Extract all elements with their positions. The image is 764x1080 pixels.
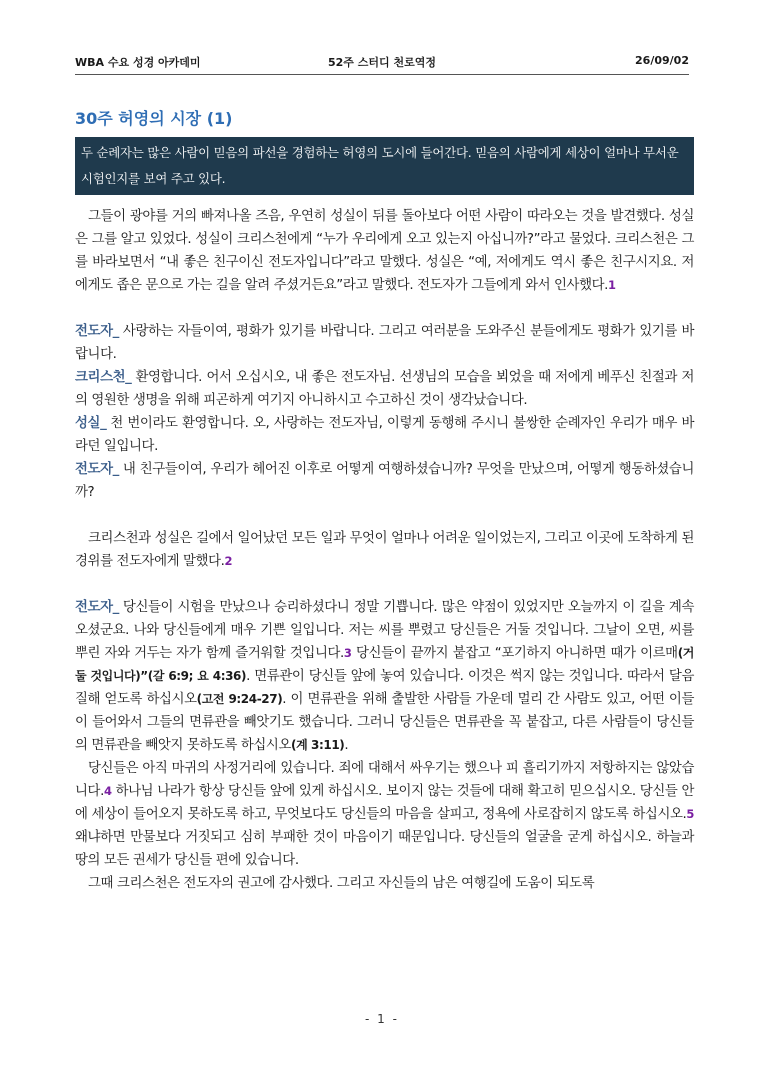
scripture-reference: (고전 9:24-27) bbox=[196, 692, 283, 706]
header-date: 26/09/02 bbox=[635, 54, 689, 67]
header-divider bbox=[75, 74, 689, 75]
speaker-label: 전도자_ bbox=[75, 600, 119, 615]
paragraph-narration bbox=[75, 527, 694, 573]
summary-box: 두 순례자는 많은 사람이 믿음의 파선을 경험하는 허영의 도시에 들어간다. 믿음의 사람에게 세상이 얼마나 무서운 시험인지를 보여 주고 있다. bbox=[75, 137, 694, 195]
footnote-ref: 2 bbox=[224, 554, 233, 568]
document-body bbox=[75, 205, 694, 895]
paragraph-text: 그들이 광야를 거의 빠져나올 즈음, 우연히 성실이 뒤를 돌아보다 어떤 사람이 따라오는 것을 발견했다. 성실은 그를 알고 있었다. 성실이 크리스천에게 “누가 우리에게 오고 있는지 아십니까?”라고 물었다. 크리스천은 그를 바라보면서 “내 좋은 친구이신 전도자입니다”라고 말했다. 성실은 “예, 저에게도 역시 좋은 친구시지요. 저에게도 좁은 문으로 가는 길을 알려 주셨거든요”라고 말했다. 전도자가 그들에게 와서 인사했다. bbox=[75, 209, 694, 293]
dialogue-line bbox=[75, 320, 694, 366]
chapter-title: 30주 허영의 시장 (1) bbox=[75, 109, 233, 128]
footnote-ref: 3 bbox=[343, 646, 352, 660]
paragraph-intro bbox=[75, 205, 694, 297]
dialogue-text: 내 친구들이여, 우리가 헤어진 이후로 어떻게 여행하셨습니까? 무엇을 만났으며, 어떻게 행동하셨습니까? bbox=[75, 462, 694, 500]
dialogue-text: 당신들이 끝까지 붙잡고 “포기하지 아니하면 때가 이르매 bbox=[351, 646, 678, 661]
dialogue-line bbox=[75, 412, 694, 458]
page-number: - 1 - bbox=[365, 1012, 399, 1026]
dialogue-line bbox=[75, 366, 694, 412]
scripture-reference: (계 3:11) bbox=[291, 738, 345, 752]
footnote-ref: 1 bbox=[608, 278, 616, 292]
dialogue-text: 당신들이 시험을 만났으나 승리하셨다니 정말 기쁩니다. 많은 약점이 있었지만 오늘까지 이 길을 계속 오셨군요. 나와 당신들에게 매우 기쁜 일입니다. 저는 씨를 뿌렸고 당신들은 거둘 것입니다. 그날이 오면, 씨를 뿌린 자와 거두는 자가 함께 즐거워할 것입니다. bbox=[75, 600, 694, 661]
scripture-reference: (거둘 것입니다)”(갈 6:9; 요 4:36) bbox=[75, 646, 694, 683]
footnote-ref: 4 bbox=[103, 784, 112, 798]
header-academy-name: WBA 수요 성경 아카데미 bbox=[75, 56, 201, 69]
dialogue-text: 천 번이라도 환영합니다. 오, 사랑하는 전도자님, 이렇게 동행해 주시니 불쌍한 순례자인 우리가 매우 바라던 일입니다. bbox=[75, 416, 694, 454]
dialogue-text: . 면류관이 당신들 앞에 놓여 있습니다. 이것은 썩지 않는 것입니다. 따라서 달음질해 얻도록 하십시오 bbox=[75, 669, 694, 707]
dialogue-line bbox=[75, 596, 694, 757]
dialogue-text: . bbox=[344, 738, 349, 753]
dialogue-text: 환영합니다. 어서 오십시오, 내 좋은 전도자님. 선생님의 모습을 뵈었을 때 저에게 베푸신 친절과 저의 영원한 생명을 위해 피곤하게 여기지 아니하시고 수고하신 것이 생각났습니다. bbox=[75, 370, 694, 408]
footnote-ref: 5 bbox=[686, 807, 694, 821]
dialogue-text: 사랑하는 자들이여, 평화가 있기를 바랍니다. 그리고 여러분을 도와주신 분들에게도 평화가 있기를 바랍니다. bbox=[75, 324, 694, 362]
speaker-label: 성실_ bbox=[75, 416, 107, 431]
paragraph-exhortation bbox=[75, 757, 694, 872]
speaker-label: 전도자_ bbox=[75, 324, 119, 339]
paragraph-text: 당신들은 아직 마귀의 사정거리에 있습니다. 죄에 대해서 싸우기는 했으나 피 흘리기까지 저항하지는 않았습니다. bbox=[75, 761, 694, 799]
paragraph-closing bbox=[75, 872, 694, 895]
paragraph-text: 하나님 나라가 항상 당신들 앞에 있게 하십시오. 보이지 않는 것들에 대해 확고히 믿으십시오. 당신들 안에 세상이 들어오지 못하도록 하고, 무엇보다도 당신들의 마음을 살피고, 정욕에 사로잡히지 않도록 하십시오. bbox=[75, 784, 694, 822]
paragraph-text: 크리스천과 성실은 길에서 일어났던 모든 일과 무엇이 얼마나 어려운 일이었는지, 그리고 이곳에 도착하게 된 경위를 전도자에게 말했다. bbox=[75, 531, 694, 569]
speaker-label: 전도자_ bbox=[75, 462, 119, 477]
page-header bbox=[75, 54, 689, 72]
dialogue-text: . 이 면류관을 위해 출발한 사람들 가운데 멀리 간 사람도 있고, 어떤 이들이 들어와서 그들의 면류관을 빼앗기도 했습니다. 그러니 당신들은 면류관을 꼭 붙잡고, 다른 사람들이 당신들의 면류관을 빼앗지 못하도록 하십시오 bbox=[75, 692, 694, 753]
paragraph-text: 그때 크리스천은 전도자의 권고에 감사했다. 그리고 자신들의 남은 여행길에 도움이 되도록 bbox=[88, 876, 595, 891]
header-study-title: 52주 스터디 천로역정 bbox=[328, 56, 436, 69]
paragraph-text: 왜냐하면 만물보다 거짓되고 심히 부패한 것이 마음이기 때문입니다. 당신들의 얼굴을 굳게 하십시오. 하늘과 땅의 모든 권세가 당신들 편에 있습니다. bbox=[75, 830, 694, 868]
dialogue-line bbox=[75, 458, 694, 504]
speaker-label: 크리스천_ bbox=[75, 370, 132, 385]
